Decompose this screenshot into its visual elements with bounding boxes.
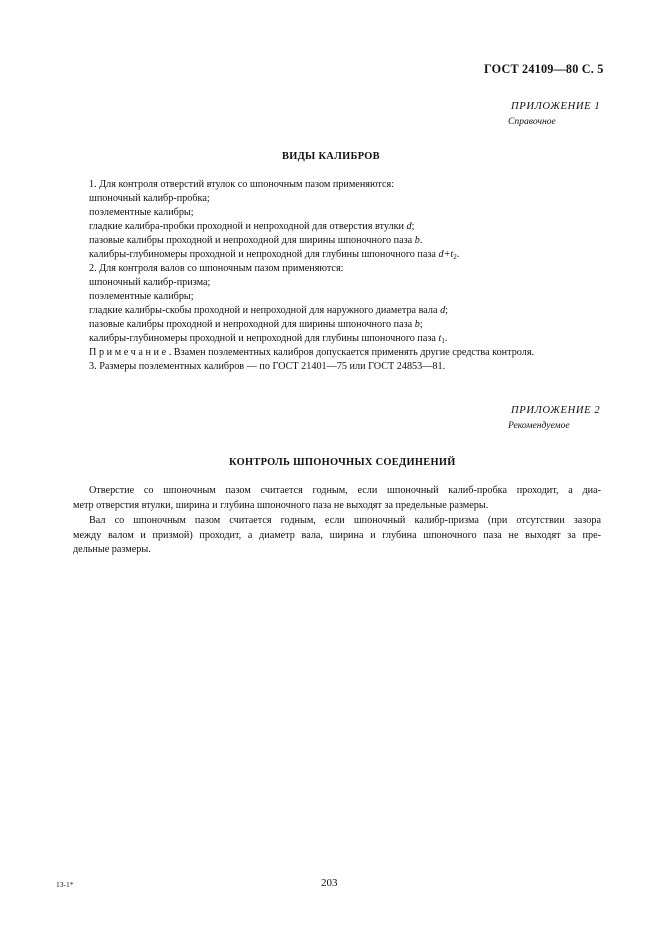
paragraph-line: метр отверстия втулки, ширина и глубина шпоночного паза не выходят за предельные размеры. <box>73 499 489 511</box>
document-header: ГОСТ 24109—80 С. 5 <box>484 62 604 76</box>
section-2-title: КОНТРОЛЬ ШПОНОЧНЫХ СОЕДИНЕНИЙ <box>229 457 456 468</box>
section-1-list <box>89 178 534 374</box>
list-item: пазовые калибры проходной и непроходной для ширины шпоночного паза b. <box>89 235 423 246</box>
note-line: Примечание. Взамен поэлементных калибров допускается применять другие средства контроля. <box>89 347 535 358</box>
paragraph-1 <box>73 484 601 513</box>
appendix-1-note: Справочное <box>508 116 556 127</box>
list-item: 1. Для контроля отверстий втулок со шпоночным пазом применяются: <box>89 179 395 190</box>
list-item: гладкие калибры-скобы проходной и непроходной для наружного диаметра вала d; <box>89 305 448 316</box>
paragraph-2 <box>73 514 601 558</box>
footer-mark: 13-1* <box>56 880 74 889</box>
list-item: шпоночный калибр-пробка; <box>89 193 210 204</box>
appendix-2-note: Рекомендуемое <box>508 420 570 431</box>
page-number: 203 <box>321 877 338 889</box>
paragraph-line: между валом и призмой) проходит, а диаметр вала, ширина и глубина шпоночного паза не выходят за пре- <box>73 529 601 541</box>
paragraph-line: Вал со шпоночным пазом считается годным, если шпоночный калибр-призма (при отсутствии зазора <box>89 515 601 526</box>
list-item: шпоночный калибр-призма; <box>89 277 211 288</box>
appendix-2-title: ПРИЛОЖЕНИЕ 2 <box>511 405 601 416</box>
list-item: пазовые калибры проходной и непроходной для ширины шпоночного паза b; <box>89 319 423 330</box>
list-item: гладкие калибра-пробки проходной и непроходной для отверстия втулки d; <box>89 221 415 232</box>
list-item: 3. Размеры поэлементных калибров — по ГОСТ 21401—75 или ГОСТ 24853—81. <box>89 361 446 372</box>
list-item: калибры-глубиномеры проходной и непроходной для глубины шпоночного паза $t_1$. <box>89 333 448 345</box>
list-item: калибры-глубиномеры проходной и непроходной для глубины шпоночного паза $d+t_2$. <box>89 249 460 261</box>
list-item: поэлементные калибры; <box>89 207 194 218</box>
paragraph-line: Отверстие со шпоночным пазом считается годным, если шпоночный калиб-пробка проходит, а диа- <box>89 485 601 496</box>
section-1-title: ВИДЫ КАЛИБРОВ <box>282 151 380 162</box>
appendix-1-title: ПРИЛОЖЕНИЕ 1 <box>511 101 601 112</box>
list-item: 2. Для контроля валов со шпоночным пазом применяются: <box>89 263 344 274</box>
list-item: поэлементные калибры; <box>89 291 194 302</box>
paragraph-line: дельные размеры. <box>73 544 151 555</box>
